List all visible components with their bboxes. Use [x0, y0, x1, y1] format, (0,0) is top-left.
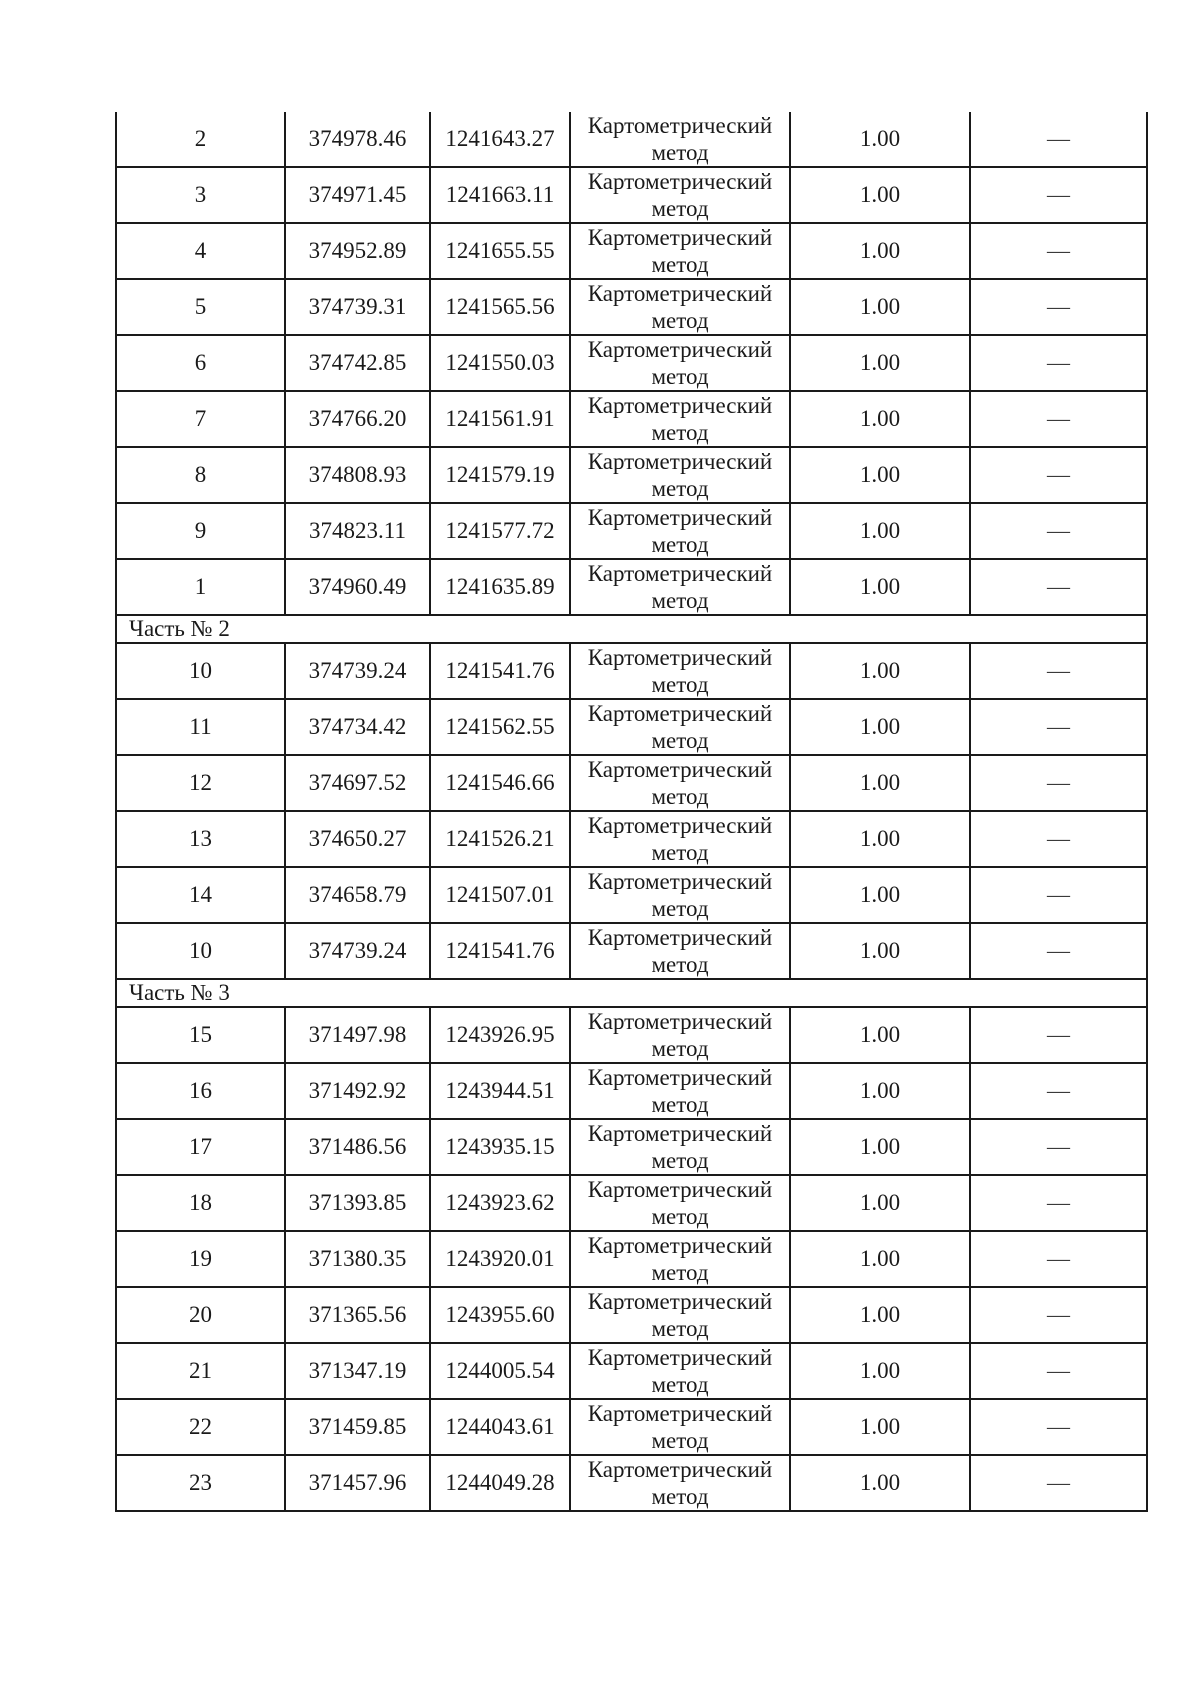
y-coordinate-cell: 1243926.95: [430, 1007, 570, 1063]
method-cell: [570, 643, 790, 699]
x-coordinate-cell: 374650.27: [285, 811, 430, 867]
method-line-2: метод: [651, 364, 709, 389]
empty-value-dash: —: [970, 335, 1147, 391]
method-line-1: Картометрический: [587, 1065, 773, 1090]
method-line-1: Картометрический: [587, 645, 773, 670]
table-row: [116, 112, 1147, 167]
y-coordinate-cell: 1243955.60: [430, 1287, 570, 1343]
point-number-cell: 7: [116, 391, 285, 447]
method-line-1: Картометрический: [587, 561, 773, 586]
point-number-cell: 15: [116, 1007, 285, 1063]
table-row: [116, 279, 1147, 335]
table-row: [116, 755, 1147, 811]
x-coordinate-cell: 374978.46: [285, 112, 430, 167]
y-coordinate-cell: 1241546.66: [430, 755, 570, 811]
section-heading-row: [116, 615, 1147, 643]
y-coordinate-cell: 1243920.01: [430, 1231, 570, 1287]
section-title: Часть № 2: [116, 615, 1147, 643]
x-coordinate-cell: 371380.35: [285, 1231, 430, 1287]
method-line-2: метод: [651, 672, 709, 697]
method-line-2: метод: [651, 1036, 709, 1061]
x-coordinate-cell: 371365.56: [285, 1287, 430, 1343]
x-coordinate-cell: 374971.45: [285, 167, 430, 223]
method-line-2: метод: [651, 1428, 709, 1453]
method-line-1: Картометрический: [587, 113, 773, 138]
method-cell: [570, 559, 790, 615]
method-cell: [570, 112, 790, 167]
method-line-2: метод: [651, 728, 709, 753]
accuracy-cell: 1.00: [790, 223, 970, 279]
y-coordinate-cell: 1241561.91: [430, 391, 570, 447]
y-coordinate-cell: 1241541.76: [430, 643, 570, 699]
x-coordinate-cell: 374742.85: [285, 335, 430, 391]
table-row: [116, 223, 1147, 279]
x-coordinate-cell: 371459.85: [285, 1399, 430, 1455]
accuracy-cell: 1.00: [790, 1399, 970, 1455]
section-heading-row: [116, 979, 1147, 1007]
point-number-cell: 4: [116, 223, 285, 279]
method-line-2: метод: [651, 952, 709, 977]
point-number-cell: 22: [116, 1399, 285, 1455]
empty-value-dash: —: [970, 867, 1147, 923]
method-line-2: метод: [651, 140, 709, 165]
method-cell: [570, 699, 790, 755]
accuracy-cell: 1.00: [790, 1231, 970, 1287]
method-line-1: Картометрический: [587, 1345, 773, 1370]
y-coordinate-cell: 1243944.51: [430, 1063, 570, 1119]
accuracy-cell: 1.00: [790, 1007, 970, 1063]
empty-value-dash: —: [970, 755, 1147, 811]
method-line-2: метод: [651, 588, 709, 613]
table-row: [116, 1455, 1147, 1511]
method-line-2: метод: [651, 896, 709, 921]
y-coordinate-cell: 1243923.62: [430, 1175, 570, 1231]
x-coordinate-cell: 374960.49: [285, 559, 430, 615]
table-row: [116, 643, 1147, 699]
table-row: [116, 811, 1147, 867]
point-number-cell: 5: [116, 279, 285, 335]
x-coordinate-cell: 371486.56: [285, 1119, 430, 1175]
empty-value-dash: —: [970, 1343, 1147, 1399]
method-cell: [570, 1231, 790, 1287]
method-line-1: Картометрический: [587, 701, 773, 726]
accuracy-cell: 1.00: [790, 279, 970, 335]
point-number-cell: 21: [116, 1343, 285, 1399]
empty-value-dash: —: [970, 1175, 1147, 1231]
accuracy-cell: 1.00: [790, 1343, 970, 1399]
method-line-2: метод: [651, 1316, 709, 1341]
method-line-2: метод: [651, 1092, 709, 1117]
method-line-2: метод: [651, 252, 709, 277]
method-line-2: метод: [651, 196, 709, 221]
y-coordinate-cell: 1241577.72: [430, 503, 570, 559]
empty-value-dash: —: [970, 447, 1147, 503]
point-number-cell: 10: [116, 923, 285, 979]
table-row: [116, 1231, 1147, 1287]
method-line-2: метод: [651, 532, 709, 557]
point-number-cell: 17: [116, 1119, 285, 1175]
x-coordinate-cell: 374808.93: [285, 447, 430, 503]
accuracy-cell: 1.00: [790, 643, 970, 699]
method-cell: [570, 1399, 790, 1455]
y-coordinate-cell: 1244005.54: [430, 1343, 570, 1399]
method-line-1: Картометрический: [587, 281, 773, 306]
method-cell: [570, 811, 790, 867]
table-row: [116, 923, 1147, 979]
method-line-1: Картометрический: [587, 1289, 773, 1314]
empty-value-dash: —: [970, 1007, 1147, 1063]
method-line-1: Картометрический: [587, 1009, 773, 1034]
y-coordinate-cell: 1241663.11: [430, 167, 570, 223]
method-cell: [570, 1007, 790, 1063]
method-line-2: метод: [651, 1148, 709, 1173]
accuracy-cell: 1.00: [790, 755, 970, 811]
point-number-cell: 11: [116, 699, 285, 755]
empty-value-dash: —: [970, 1455, 1147, 1511]
y-coordinate-cell: 1241541.76: [430, 923, 570, 979]
y-coordinate-cell: 1241579.19: [430, 447, 570, 503]
empty-value-dash: —: [970, 923, 1147, 979]
method-line-1: Картометрический: [587, 869, 773, 894]
y-coordinate-cell: 1241635.89: [430, 559, 570, 615]
table-row: [116, 867, 1147, 923]
accuracy-cell: 1.00: [790, 167, 970, 223]
table-row: [116, 1343, 1147, 1399]
method-cell: [570, 1455, 790, 1511]
x-coordinate-cell: 374658.79: [285, 867, 430, 923]
method-line-1: Картометрический: [587, 337, 773, 362]
method-line-2: метод: [651, 1484, 709, 1509]
method-line-1: Картометрический: [587, 1121, 773, 1146]
table-row: [116, 335, 1147, 391]
method-line-2: метод: [651, 420, 709, 445]
coordinates-table-body: [116, 112, 1147, 1511]
table-row: [116, 167, 1147, 223]
accuracy-cell: 1.00: [790, 559, 970, 615]
accuracy-cell: 1.00: [790, 1455, 970, 1511]
table-row: [116, 1399, 1147, 1455]
method-cell: [570, 1343, 790, 1399]
method-cell: [570, 223, 790, 279]
y-coordinate-cell: 1244049.28: [430, 1455, 570, 1511]
point-number-cell: 12: [116, 755, 285, 811]
y-coordinate-cell: 1244043.61: [430, 1399, 570, 1455]
empty-value-dash: —: [970, 1231, 1147, 1287]
empty-value-dash: —: [970, 699, 1147, 755]
point-number-cell: 8: [116, 447, 285, 503]
x-coordinate-cell: 371492.92: [285, 1063, 430, 1119]
y-coordinate-cell: 1241526.21: [430, 811, 570, 867]
point-number-cell: 9: [116, 503, 285, 559]
x-coordinate-cell: 371393.85: [285, 1175, 430, 1231]
accuracy-cell: 1.00: [790, 447, 970, 503]
method-line-2: метод: [651, 308, 709, 333]
table-row: [116, 559, 1147, 615]
point-number-cell: 23: [116, 1455, 285, 1511]
point-number-cell: 19: [116, 1231, 285, 1287]
method-cell: [570, 167, 790, 223]
empty-value-dash: —: [970, 643, 1147, 699]
method-cell: [570, 391, 790, 447]
method-line-1: Картометрический: [587, 169, 773, 194]
accuracy-cell: 1.00: [790, 503, 970, 559]
method-cell: [570, 447, 790, 503]
x-coordinate-cell: 371347.19: [285, 1343, 430, 1399]
method-line-2: метод: [651, 1260, 709, 1285]
empty-value-dash: —: [970, 279, 1147, 335]
empty-value-dash: —: [970, 167, 1147, 223]
x-coordinate-cell: 374734.42: [285, 699, 430, 755]
accuracy-cell: 1.00: [790, 1119, 970, 1175]
accuracy-cell: 1.00: [790, 112, 970, 167]
table-row: [116, 1063, 1147, 1119]
method-line-1: Картометрический: [587, 1457, 773, 1482]
y-coordinate-cell: 1243935.15: [430, 1119, 570, 1175]
y-coordinate-cell: 1241565.56: [430, 279, 570, 335]
method-line-1: Картометрический: [587, 393, 773, 418]
x-coordinate-cell: 374823.11: [285, 503, 430, 559]
point-number-cell: 6: [116, 335, 285, 391]
accuracy-cell: 1.00: [790, 1063, 970, 1119]
method-cell: [570, 1287, 790, 1343]
point-number-cell: 18: [116, 1175, 285, 1231]
method-line-2: метод: [651, 1372, 709, 1397]
point-number-cell: 3: [116, 167, 285, 223]
point-number-cell: 20: [116, 1287, 285, 1343]
table-row: [116, 1007, 1147, 1063]
accuracy-cell: 1.00: [790, 335, 970, 391]
coordinates-table: [115, 112, 1148, 1512]
method-line-2: метод: [651, 784, 709, 809]
accuracy-cell: 1.00: [790, 391, 970, 447]
point-number-cell: 14: [116, 867, 285, 923]
method-line-1: Картометрический: [587, 925, 773, 950]
method-cell: [570, 1063, 790, 1119]
method-cell: [570, 867, 790, 923]
accuracy-cell: 1.00: [790, 699, 970, 755]
point-number-cell: 13: [116, 811, 285, 867]
table-row: [116, 503, 1147, 559]
x-coordinate-cell: 374739.24: [285, 643, 430, 699]
table-row: [116, 1119, 1147, 1175]
method-cell: [570, 1119, 790, 1175]
point-number-cell: 10: [116, 643, 285, 699]
x-coordinate-cell: 374952.89: [285, 223, 430, 279]
method-line-1: Картометрический: [587, 1401, 773, 1426]
accuracy-cell: 1.00: [790, 923, 970, 979]
empty-value-dash: —: [970, 112, 1147, 167]
method-cell: [570, 279, 790, 335]
accuracy-cell: 1.00: [790, 1287, 970, 1343]
x-coordinate-cell: 374766.20: [285, 391, 430, 447]
x-coordinate-cell: 371497.98: [285, 1007, 430, 1063]
empty-value-dash: —: [970, 1119, 1147, 1175]
y-coordinate-cell: 1241550.03: [430, 335, 570, 391]
x-coordinate-cell: 374697.52: [285, 755, 430, 811]
x-coordinate-cell: 374739.31: [285, 279, 430, 335]
table-row: [116, 699, 1147, 755]
method-line-2: метод: [651, 840, 709, 865]
method-cell: [570, 1175, 790, 1231]
method-line-1: Картометрический: [587, 757, 773, 782]
empty-value-dash: —: [970, 1287, 1147, 1343]
method-line-1: Картометрический: [587, 449, 773, 474]
x-coordinate-cell: 374739.24: [285, 923, 430, 979]
empty-value-dash: —: [970, 1063, 1147, 1119]
method-cell: [570, 503, 790, 559]
method-line-1: Картометрический: [587, 1233, 773, 1258]
table-row: [116, 1287, 1147, 1343]
empty-value-dash: —: [970, 223, 1147, 279]
method-line-1: Картометрический: [587, 225, 773, 250]
method-line-2: метод: [651, 476, 709, 501]
accuracy-cell: 1.00: [790, 867, 970, 923]
point-number-cell: 16: [116, 1063, 285, 1119]
section-title: Часть № 3: [116, 979, 1147, 1007]
point-number-cell: 2: [116, 112, 285, 167]
y-coordinate-cell: 1241562.55: [430, 699, 570, 755]
method-line-1: Картометрический: [587, 505, 773, 530]
empty-value-dash: —: [970, 1399, 1147, 1455]
empty-value-dash: —: [970, 559, 1147, 615]
accuracy-cell: 1.00: [790, 1175, 970, 1231]
table-row: [116, 1175, 1147, 1231]
y-coordinate-cell: 1241655.55: [430, 223, 570, 279]
empty-value-dash: —: [970, 811, 1147, 867]
accuracy-cell: 1.00: [790, 811, 970, 867]
method-cell: [570, 335, 790, 391]
table-row: [116, 447, 1147, 503]
x-coordinate-cell: 371457.96: [285, 1455, 430, 1511]
table-row: [116, 391, 1147, 447]
method-line-1: Картометрический: [587, 813, 773, 838]
empty-value-dash: —: [970, 503, 1147, 559]
method-line-1: Картометрический: [587, 1177, 773, 1202]
empty-value-dash: —: [970, 391, 1147, 447]
method-cell: [570, 755, 790, 811]
method-cell: [570, 923, 790, 979]
y-coordinate-cell: 1241507.01: [430, 867, 570, 923]
method-line-2: метод: [651, 1204, 709, 1229]
point-number-cell: 1: [116, 559, 285, 615]
y-coordinate-cell: 1241643.27: [430, 112, 570, 167]
